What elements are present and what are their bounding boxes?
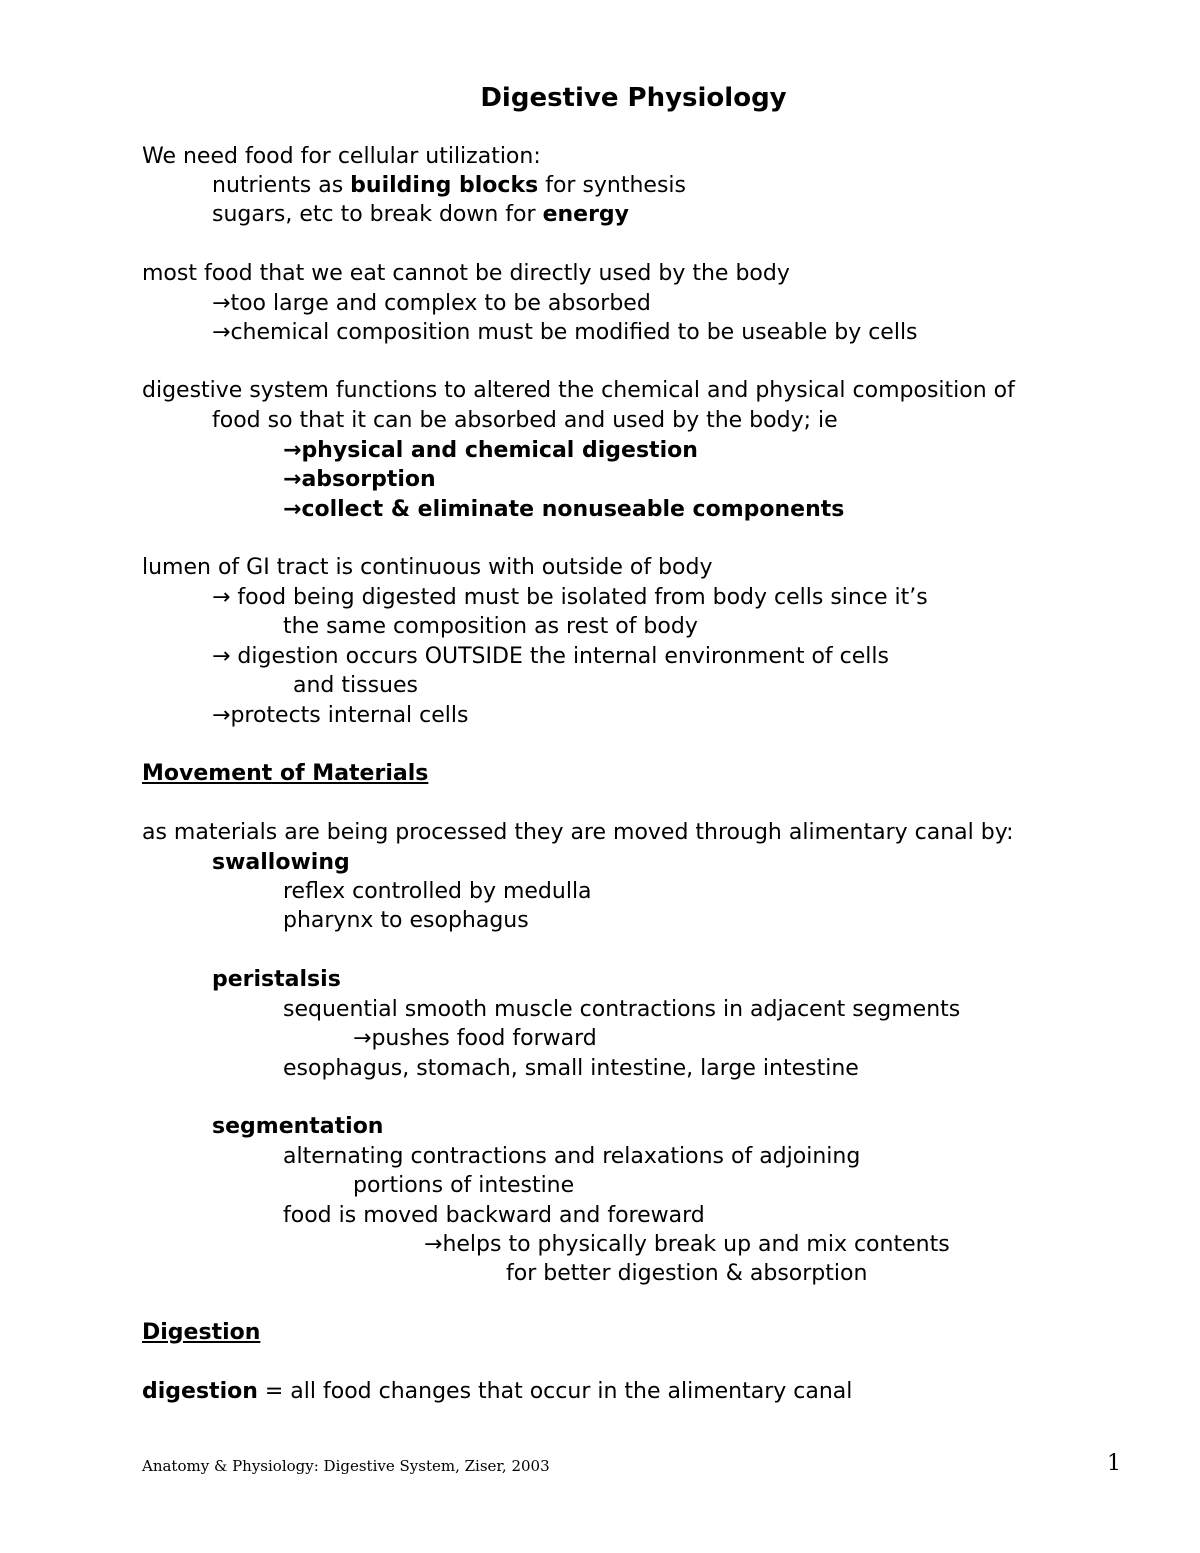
arrow-icon: → xyxy=(212,703,231,728)
functions-line: food so that it can be absorbed and used by the body; ie xyxy=(212,408,838,433)
arrow-icon: → xyxy=(283,438,302,463)
segmentation-detail: alternating contractions and relaxations of adjoining xyxy=(283,1144,861,1169)
arrow-icon: → xyxy=(212,644,231,669)
peristalsis-detail: esophagus, stomach, small intestine, large intestine xyxy=(283,1056,859,1081)
intro-line: We need food for cellular utilization: xyxy=(142,144,541,169)
digestion-definition xyxy=(142,1378,852,1406)
page-footer: Anatomy & Physiology: Digestive System, Ziser, 2003 xyxy=(142,1457,550,1475)
page-number: 1 xyxy=(1107,1451,1121,1476)
function-item xyxy=(283,466,436,494)
lumen-line: lumen of GI tract is continuous with outside of body xyxy=(142,555,713,580)
arrow-icon: → xyxy=(212,585,231,610)
functions-line: digestive system functions to altered the chemical and physical composition of xyxy=(142,378,1015,403)
arrow-icon: → xyxy=(283,467,302,492)
arrow-icon: → xyxy=(283,497,302,522)
arrow-icon: → xyxy=(212,320,231,345)
function-item xyxy=(283,496,844,524)
term-digestion: digestion xyxy=(142,1379,258,1404)
segmentation-detail xyxy=(424,1231,950,1259)
movement-intro: as materials are being processed they are moved through alimentary canal by: xyxy=(142,820,1014,845)
text-run: nutrients as xyxy=(212,173,351,198)
lumen-continuation: the same composition as rest of body xyxy=(283,614,698,639)
arrow-icon: → xyxy=(212,291,231,316)
food-use-point xyxy=(212,290,651,318)
text-run: food being digested must be isolated from body cells since it’s xyxy=(230,585,928,610)
text-run: collect & eliminate nonuseable components xyxy=(301,497,845,522)
arrow-icon: → xyxy=(353,1026,372,1051)
text-run: pushes food forward xyxy=(371,1026,597,1051)
text-run: too large and complex to be absorbed xyxy=(230,291,651,316)
term-energy: energy xyxy=(542,202,630,227)
text-run: protects internal cells xyxy=(230,703,469,728)
swallowing-detail: reflex controlled by medulla xyxy=(283,879,592,904)
segmentation-detail: portions of intestine xyxy=(353,1173,575,1198)
swallowing-detail: pharynx to esophagus xyxy=(283,908,529,933)
lumen-point xyxy=(212,702,468,730)
text-run: for synthesis xyxy=(538,173,687,198)
section-heading-digestion: Digestion xyxy=(142,1320,261,1345)
term-building-blocks: building blocks xyxy=(350,173,539,198)
page-title: Digestive Physiology xyxy=(480,83,787,113)
section-heading-movement: Movement of Materials xyxy=(142,761,429,786)
food-use-point xyxy=(212,319,918,347)
text-run: absorption xyxy=(301,467,436,492)
peristalsis-detail: sequential smooth muscle contractions in adjacent segments xyxy=(283,997,961,1022)
lumen-point xyxy=(212,643,889,671)
intro-building-blocks-line xyxy=(212,172,686,200)
text-run: = all food changes that occur in the alimentary canal xyxy=(257,1379,853,1404)
lumen-continuation: and tissues xyxy=(293,673,418,698)
text-run: helps to physically break up and mix contents xyxy=(442,1232,950,1257)
term-segmentation: segmentation xyxy=(212,1114,384,1139)
food-use-line: most food that we eat cannot be directly used by the body xyxy=(142,261,790,286)
text-run: sugars, etc to break down for xyxy=(212,202,543,227)
arrow-icon: → xyxy=(424,1232,443,1257)
peristalsis-detail xyxy=(353,1025,597,1053)
text-run: chemical composition must be modified to be useable by cells xyxy=(230,320,918,345)
intro-energy-line xyxy=(212,201,629,229)
segmentation-detail: for better digestion & absorption xyxy=(506,1261,868,1286)
lumen-point xyxy=(212,584,928,612)
term-peristalsis: peristalsis xyxy=(212,967,341,992)
text-run: physical and chemical digestion xyxy=(301,438,698,463)
term-swallowing: swallowing xyxy=(212,850,350,875)
function-item xyxy=(283,437,698,465)
segmentation-detail: food is moved backward and foreward xyxy=(283,1203,705,1228)
text-run: digestion occurs OUTSIDE the internal environment of cells xyxy=(230,644,889,669)
